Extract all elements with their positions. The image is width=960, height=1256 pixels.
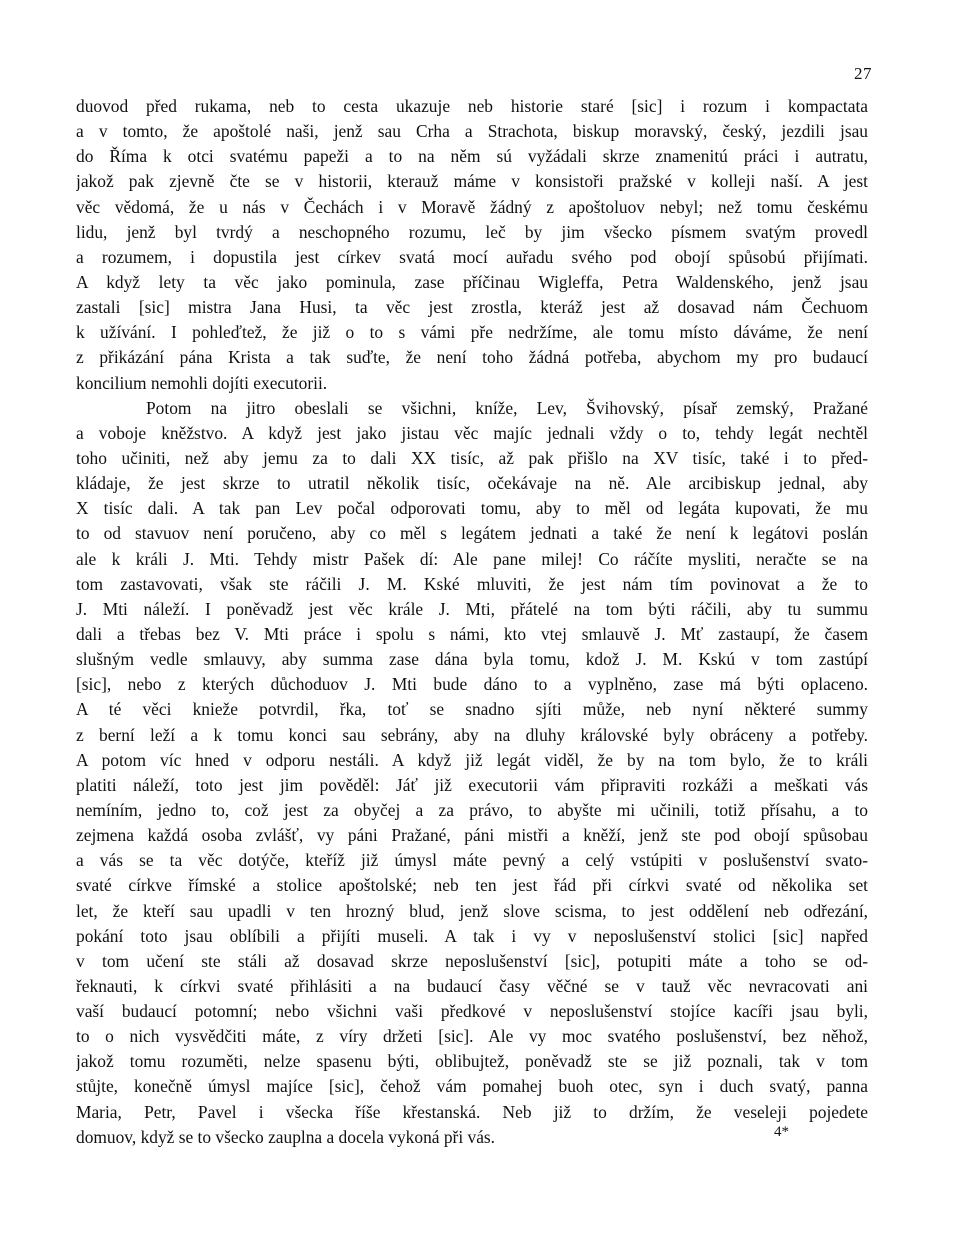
text-line: k užívání. I pohleďtež, že již o to s vámi pře nedržíme, ale tomu místo dáváme, že není <box>76 322 868 343</box>
text-line: slušným vedle smlauvy, aby summa zase dána byla tomu, kdož J. M. Kskú v tom zastúpí <box>76 649 868 670</box>
text-line: duovod před rukama, neb to cesta ukazuje neb historie staré [sic] i rozum i kompactata <box>76 96 868 116</box>
text-line: a vás se ta věc dotýče, kteříž již úmysl máte pevný a celý vstúpiti v poslušenství svato- <box>76 850 868 871</box>
text-line: zastali [sic] mistra Jana Husi, ta věc jest zrostla, kteráž jest až dosavad nám Čechuom <box>76 297 868 318</box>
text-line: svaté církve římské a stolice apoštolské; neb ten jest řád při církvi svaté od několika set <box>76 875 868 896</box>
text-line: J. Mti náleží. I poněvadž jest věc krále J. Mti, přátelé na tom býti ráčili, aby tu summu <box>76 598 868 619</box>
text-line: stůjte, konečně úmysl majíce [sic], čehož vám pomahej buoh otec, syn i duch svatý, panna <box>76 1076 868 1097</box>
text-line: A potom víc hned v odporu nestáli. A když již legát viděl, že by na tom bylo, že to králi <box>76 749 868 770</box>
text-line: v tom učení ste stáli až dosavad skrze neposlušenství [sic], potupiti máte a toho se od- <box>76 950 868 971</box>
text-line: zejmena každá osoba zvlášť, vy páni Pražané, páni mistři a kněží, jenž ste pod obojí spůsobau <box>76 825 868 846</box>
text-line: do Říma k otci svatému papeži a to na něm sú vyžádali skrze znamenitú práci i autratu, <box>76 146 868 167</box>
text-line: z přikázání pána Krista a tak suďte, že není toho žádná potřeba, abychom my pro budaucí <box>76 347 868 368</box>
text-line: věc vědomá, že u nás v Čechách i v Moravě žádný z apoštoluov nebyl; než tomu českému <box>76 196 868 217</box>
text-line: platiti náleží, toto jest jim pověděl: Jáť již executorii vám připraviti rozkáži a meškati vás <box>76 774 868 795</box>
text-line: ale k králi J. Mti. Tehdy mistr Pašek dí: Ale pane milej! Co ráčíte mysliti, neračte se na <box>76 548 868 569</box>
text-line: domuov, když se to všecko zauplna a docela vykoná při vás. <box>76 1126 496 1147</box>
text-line: řeknauti, k církvi svaté přihlásiti a na budaucí časy věčné se v tauž věc nevracovati ani <box>76 975 868 996</box>
text-line: a rozumem, i dopustila jest církev svatá mocí auřadu svého pod obojí spůsobú přijímati. <box>76 246 868 267</box>
text-line: A když lety ta věc jako pominula, zase příčinau Wigleffa, Petra Waldenského, jenž jsau <box>76 271 868 292</box>
text-line: kládaje, že jest skrze to utratil několik tisíc, očekávaje na ně. Ale arcibiskup jednal, aby <box>76 473 868 494</box>
text-line: A té věci knieže potvrdil, řka, toť se snadno sjíti může, neb nyní některé summy <box>76 699 868 720</box>
text-line: X tisíc dali. A tak pan Lev počal odporovati tomu, aby to měl od legáta kupovati, že mu <box>76 498 868 519</box>
text-line: Maria, Petr, Pavel i všecka říše křestanská. Neb již to držím, že veseleji pojedete <box>76 1101 868 1122</box>
text-line: tom zastavovati, však ste ráčili J. M. Kské mluviti, že jest nám tím povinovat a že to <box>76 573 868 594</box>
text-line: lidu, jenž byl tvrdý a neschopného rozumu, leč by jim všecko písmem svatým provedl <box>76 221 868 242</box>
text-line: a voboje kněžstvo. A když jest jako jistau věc majíc jednali vždy o to, tehdy legát nechtěl <box>76 422 868 443</box>
text-line: koncilium nemohli dojíti executorii. <box>76 372 328 393</box>
text-line: Potom na jitro obeslali se všichni, kníže, Lev, Švihovský, písař zemský, Pražané <box>146 397 868 418</box>
text-line: a v tomto, že apoštolé naši, jenž sau Crha a Strachota, biskup moravský, český, jezdili jsau <box>76 121 868 142</box>
text-line: dali a třebas bez V. Mti práce i spolu s námi, kto vtej smlauvě J. Mť zastaupí, že časem <box>76 623 868 644</box>
text-line: jakož tomu rozuměti, nelze spasenu býti, oblibujtež, poněvadž ste se již poznali, tak v tom <box>76 1051 868 1072</box>
text-line: to o nich vysvědčiti máte, z víry držeti [sic]. Ale vy moc svatého poslušenství, bez něhož, <box>76 1026 868 1047</box>
text-line: let, že kteří sau upadli v ten hrozný blud, jenž slove scisma, to jest oddělení neb odřezání, <box>76 900 868 921</box>
text-line: nemíním, jedno to, což jest za obyčej a za právo, to abyšte mi učinili, totiž přísahu, a to <box>76 799 868 820</box>
text-line: jakož pak zjevně čte se v historii, kterauž máme v konsistoři pražské v kolleji naší. A jest <box>76 171 868 192</box>
text-line: vaší budaucí potomní; nebo všichni vaši předkové v neposlušenství stojíce kacíři jsau byli, <box>76 1001 868 1022</box>
text-line: pokání toto jsau oblíbili a přijíti museli. A tak i vy v neposlušenství stolici [sic] napřed <box>76 925 868 946</box>
text-line: toho učiniti, než aby jemu za to dali XX tisíc, až pak přišlo na XV tisíc, také i to před- <box>76 447 868 468</box>
text-line: z berní leží a k tomu konci sau sebrány, aby na dluhy královské byly obráceny a potřeby. <box>76 724 868 745</box>
text-line: to od stavuov není poručeno, aby co měl s legátem jednati a také že není k legátovi poslán <box>76 523 868 544</box>
page-number: 27 <box>854 64 872 83</box>
document-body <box>76 94 868 1150</box>
text-line: [sic], nebo z kterých důchoduov J. Mti bude dáno to a vyplněno, zase má býti oplaceno. <box>76 674 868 695</box>
signature-mark: 4* <box>774 1124 789 1140</box>
